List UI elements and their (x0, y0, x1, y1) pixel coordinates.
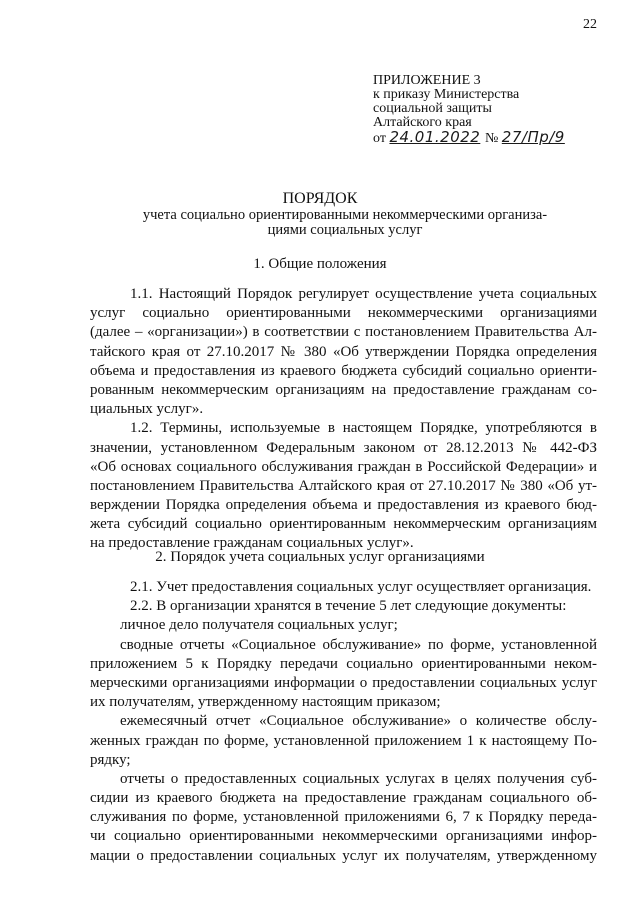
text-line: служивания по форме, установленной приложениями 6, 7 к Порядку переда- (90, 809, 597, 826)
text-line: жета субсидий социально ориентированным некоммерческим организациям (90, 516, 597, 533)
text-line: их получателям, утвержденному настоящим приказом; (90, 694, 441, 711)
text-line: значении, установленном Федеральным законом от 28.12.2013 № 442-ФЗ (90, 439, 597, 456)
appendix-line-order: к приказу Министерства (373, 87, 520, 102)
document-title: ПОРЯДОК (282, 190, 358, 207)
subtitle-line: учета социально ориентированными некоммерческими организа- (142, 207, 548, 223)
date-prefix: от (373, 131, 386, 146)
text-line: услуг социально ориентированными некоммерческими организациями (90, 305, 597, 322)
text-line: чи социально ориентированными некоммерческими организациями инфор- (90, 828, 597, 845)
text-line: 1.1. Настоящий Порядок регулирует осуществление учета социальных (130, 286, 597, 302)
text-line: рядку; (90, 751, 131, 768)
text-line: мации о предоставлении социальных услуг их получателям, утвержденному (90, 847, 597, 864)
text-line: объема и предоставления из краевого бюджета субсидий социально ориенти- (90, 362, 597, 379)
text-line: сводные отчеты «Социальное обслуживание» по форме, установленной (120, 636, 597, 653)
text-line: сидии из краевого бюджета на предоставление гражданам социального об- (90, 790, 597, 807)
text-line: верждении Порядка определения объема и предоставления из краевого бюд- (90, 497, 597, 514)
page-number: 22 (583, 17, 597, 32)
text-line: приложением 5 к Порядку передачи социально ориентированными неком- (90, 655, 597, 672)
text-line: 2.1. Учет предоставления социальных услуг осуществляет организация. (130, 579, 592, 595)
text-line: на предоставление гражданам социальных услуг». (90, 535, 414, 552)
section-1-body (90, 285, 597, 554)
text-line: тайского края от 27.10.2017 № 380 «Об утверждении Порядка определения (90, 343, 597, 360)
text-line: 1.2. Термины, используемые в настоящем Порядке, употребляются в (130, 420, 597, 437)
text-line: мерческими организациями информации о предоставлении социальных услуг (90, 674, 597, 691)
text-line: (далее – «организации») в соответствии с постановлением Правительства Ал- (90, 324, 597, 341)
section-1-heading: 1. Общие положения (253, 256, 387, 272)
appendix-line-region: Алтайского края (373, 115, 472, 130)
handwritten-number: 27/Пр/9 (501, 128, 565, 146)
number-prefix: № (484, 131, 499, 146)
text-line: постановлением Правительства Алтайского края от 27.10.2017 № 380 «Об ут- (90, 477, 597, 494)
subtitle-line: циями социальных услуг (267, 221, 423, 238)
section-2-heading: 2. Порядок учета социальных услуг организациями (155, 549, 485, 565)
text-line: ежемесячный отчет «Социальное обслуживание» о количестве обслу- (120, 713, 597, 730)
text-line: женных граждан по форме, установленной приложением 1 к настоящему По- (90, 732, 597, 749)
handwritten-date: 24.01.2022 (389, 128, 481, 146)
document-subtitle (125, 208, 565, 237)
appendix-title: ПРИЛОЖЕНИЕ 3 (373, 73, 481, 88)
text-line: рованным некоммерческим организациям на предоставление гражданам со- (90, 381, 597, 398)
text-line: отчеты о предоставленных социальных услугах в целях получения суб- (120, 770, 597, 787)
text-line: 2.2. В организации хранятся в течение 5 лет следующие документы: (130, 598, 567, 615)
text-line: личное дело получателя социальных услуг; (120, 617, 398, 634)
text-line: циальных услуг». (90, 401, 204, 418)
text-line: «Об основах социального обслуживания граждан в Российской Федерации» и (90, 458, 597, 475)
appendix-block (373, 74, 565, 146)
appendix-date-line (373, 130, 565, 146)
appendix-line-ministry: социальной защиты (373, 101, 492, 116)
section-2-body (90, 578, 597, 866)
